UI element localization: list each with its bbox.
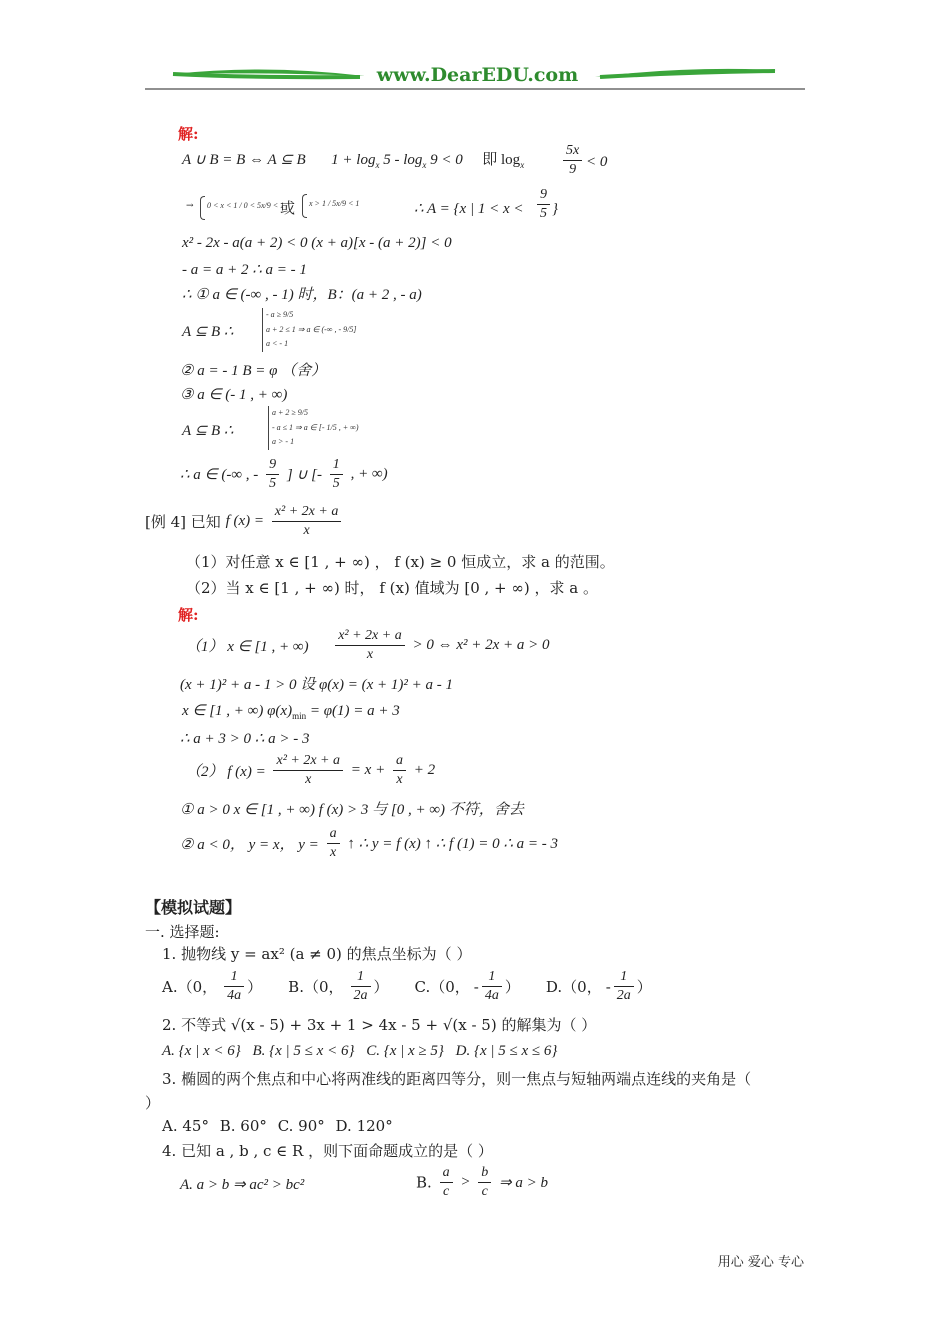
solution3-line1-tail: < 0 — [586, 154, 608, 170]
header-banner — [145, 62, 805, 92]
practice-question4-option-a: A. a > b ⇒ ac² > bc² — [180, 1177, 305, 1193]
q1-option-fraction — [614, 968, 634, 1005]
solution3-line1-fraction: $\frac{5x}{9}$ — [560, 142, 585, 179]
solution3-line6: A ⊆ B ∴ — [182, 324, 234, 340]
q1-option — [415, 968, 520, 1005]
practice-section-label: 一. 选择题: — [145, 923, 220, 941]
q1-option-fraction — [224, 968, 244, 1005]
practice-question2-options: A. {x | x < 6} B. {x | 5 ≤ x < 6} C. {x | x ≥ 5} D. {x | 5 ≤ x ≤ 6} — [162, 1043, 558, 1059]
solution3-line2-arrow: → — [186, 201, 194, 211]
practice-question3: 3. 椭圆的两个焦点和中心将两准线的距离四等分，则一焦点与短轴两端点连线的夹角是（ — [162, 1070, 752, 1088]
practice-question4: 4. 已知 a , b , c ∈ R ，则下面命题成立的是（ ） — [162, 1142, 493, 1160]
q1-option-fraction — [351, 968, 371, 1005]
q1-option-prefix: C.（0， — [414, 978, 470, 996]
q1-option-numerator: 1 — [230, 969, 238, 984]
practice-question3-options: A. 45° B. 60° C. 90° D. 120° — [162, 1117, 393, 1135]
q1-option-suffix: ） — [247, 978, 263, 996]
example4-question2: （2）当 x ∈ [1 , + ∞) 时， f (x) 值域为 [0 , + ∞) ，求 a 。 — [186, 579, 598, 597]
solution3-line1: A ∪ B = B ⇔ A ⊆ B $1 + \log_x 5 - \log_x 9 < 0$ 即 $\log_x$ — [182, 152, 525, 170]
solution3-line9: A ⊆ B ∴ — [182, 423, 234, 439]
q1-option-prefix: D.（0， — [545, 978, 602, 996]
solution3-line4: - a = a + 2 ∴ a = - 1 — [182, 262, 307, 278]
solution3-line3: x² - 2x - a(a + 2) < 0 (x + a)[x - (a + 2)] < 0 — [182, 235, 452, 251]
solution3-line2-close: } — [552, 201, 558, 217]
q1-option-denominator: 4a — [482, 986, 502, 1005]
solution3-line7: ② a = - 1 B = φ （舍） — [180, 363, 327, 379]
q1-option-numerator: 1 — [488, 969, 496, 984]
practice-question3-cont: ） — [145, 1094, 161, 1112]
example4-step3: x ∈ [1 , + ∞) $\varphi(x)_{min} = \varphi(1) = a + 3$ — [182, 703, 400, 721]
q1-option — [288, 968, 388, 1005]
solution3-line6-system: - a ≥ 9/5 a + 2 ≤ 1 ⇒ a ∈ (-∞ , - 9/5] a < - 1 — [262, 308, 462, 354]
example4-step4: ∴ a + 3 > 0 ∴ a > - 3 — [180, 731, 310, 747]
solution3-line2-fraction: $\frac{9}{5}$ — [534, 186, 553, 223]
q1-option — [546, 968, 652, 1005]
right-swoosh-tail — [600, 71, 775, 77]
q1-option-denominator: 2a — [351, 986, 371, 1005]
q1-option-prefix: A.（0， — [162, 978, 218, 996]
q1-option-suffix: ） — [636, 978, 652, 996]
solution3-label: 解: — [178, 125, 199, 143]
q1-option-sign: - — [473, 977, 479, 996]
example4-step7: ② a < 0， y = x， y = $\frac{a}{x}$ ↑ ∴ y = f (x) ↑ ∴ f (1) = 0 ∴ a = - 3 — [180, 826, 558, 860]
q1-option-sign: - — [605, 977, 611, 996]
solution3-line5: ∴ ① a ∈ (-∞ , - 1) 时，B：(a + 2 , - a) — [182, 287, 422, 303]
site-title: www.DearEDU.com — [376, 64, 579, 86]
q1-option-denominator: 4a — [224, 986, 244, 1005]
solution3-line9-system: a + 2 ≥ 9/5 - a ≤ 1 ⇒ a ∈ [- 1/5 , + ∞) a > - 1 — [268, 406, 468, 452]
practice-question1-options — [162, 968, 678, 1005]
practice-heading: 【模拟试题】 — [145, 898, 242, 917]
solution3-line2-result: ∴ A = {x | 1 < x < — [414, 201, 524, 217]
q1-option-prefix: B.（0， — [288, 978, 344, 996]
q1-option-denominator: 2a — [614, 986, 634, 1005]
example4-step5: （2） f (x) = $\frac{\text{x² + 2x + a}}{x}$ = x + $\frac{a}{x}$ + 2 — [186, 753, 436, 787]
q1-option-numerator: 1 — [620, 969, 628, 984]
q1-option — [162, 968, 262, 1005]
example4-step6: ① a > 0 x ∈ [1 , + ∞) f (x) > 3 与 [0 , + ∞) 不符，舍去 — [180, 802, 524, 818]
footer-text: 用心 爱心 专心 — [717, 1255, 804, 1270]
solution3-line8: ③ a ∈ (- 1 , + ∞) — [180, 387, 288, 403]
practice-question4-option-b: B. $\frac{a}{c}$ > $\frac{b}{c}$ ⇒ a > b — [416, 1165, 548, 1199]
solution3-line2-or: 或 — [280, 199, 296, 217]
q1-option-suffix: ） — [504, 978, 520, 996]
example4-title: [例 4] 已知 f (x) = $\frac{\text{x² + 2x + a}}{x}$ — [145, 503, 344, 540]
example4-solution-label: 解: — [178, 606, 199, 624]
solution3-line10: ∴ a ∈ (-∞ , - $\frac{9}{5}$ ] ∪ [- $\frac{1}{5}$ , + ∞) — [180, 457, 388, 491]
practice-question2: 2. 不等式 √(x - 5) + 3x + 1 > 4x - 5 + √(x - 5) 的解集为（ ） — [162, 1016, 597, 1034]
q1-option-fraction — [482, 968, 502, 1005]
q1-option-suffix: ） — [373, 978, 389, 996]
q1-option-numerator: 1 — [357, 969, 365, 984]
practice-question1: 1. 抛物线 y = ax² (a ≠ 0) 的焦点坐标为（ ） — [162, 945, 472, 963]
example4-step2: (x + 1)² + a - 1 > 0 设 φ(x) = (x + 1)² + a - 1 — [180, 677, 453, 693]
example4-question1: （1）对任意 x ∈ [1 , + ∞) ， f (x) ≥ 0 恒成立，求 a 的范围。 — [186, 553, 615, 571]
example4-step1: （1） x ∈ [1 , + ∞) $\frac{\text{x² + 2x + a}}{x}$ > 0 ⇔ x² + 2x + a > 0 — [186, 628, 550, 662]
